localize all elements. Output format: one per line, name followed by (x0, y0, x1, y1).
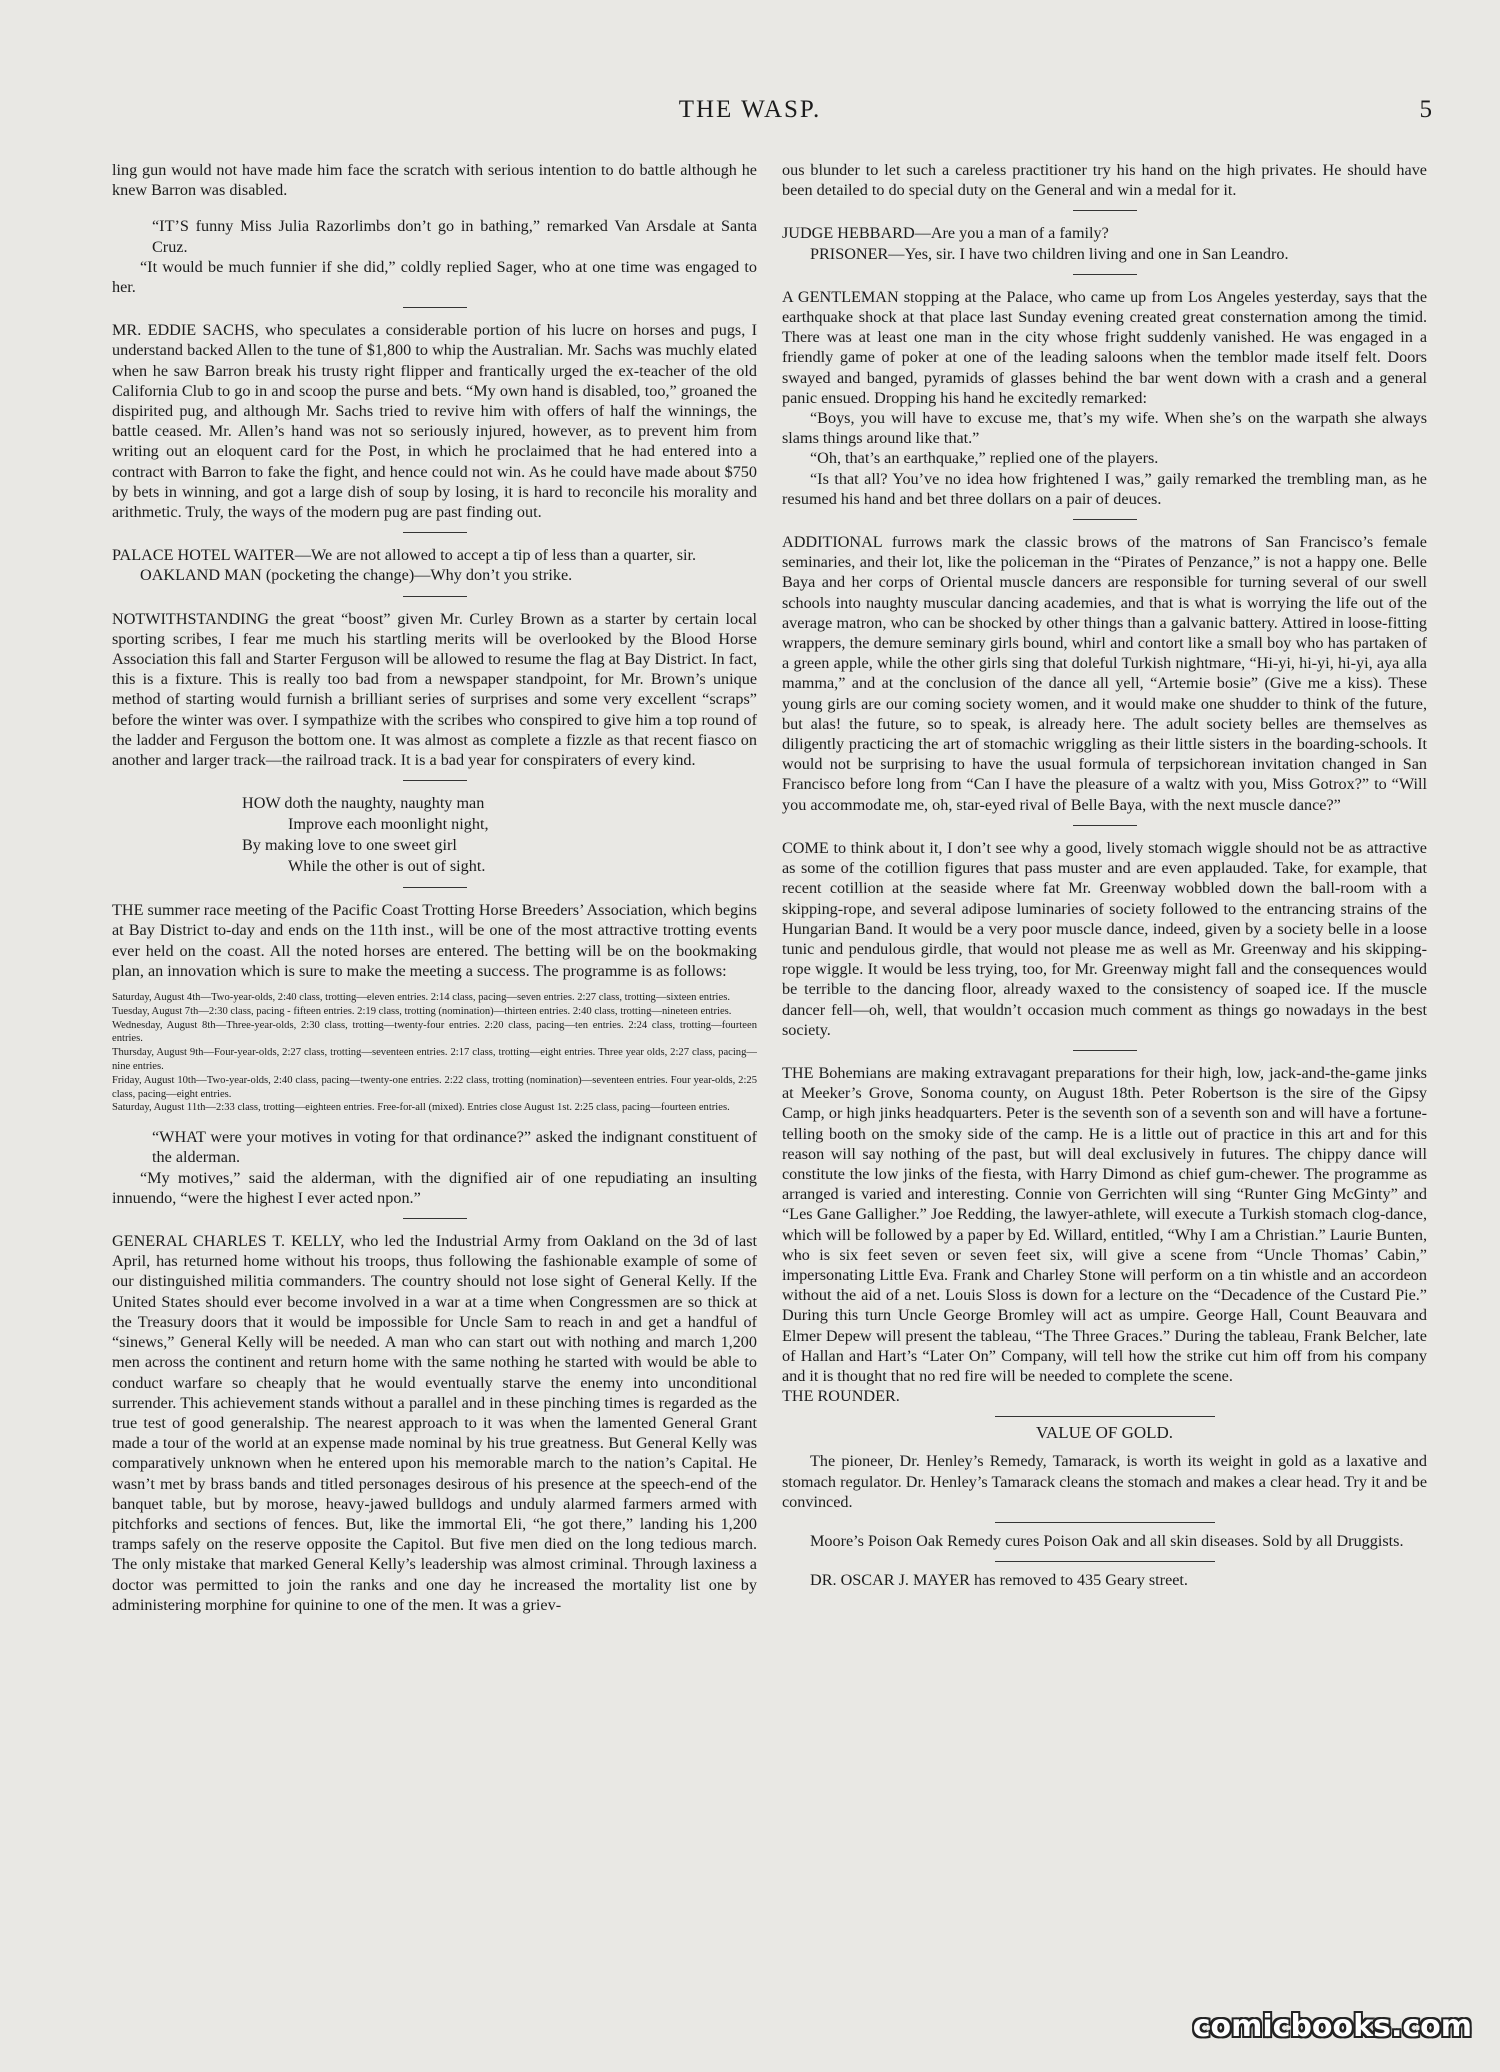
page-number: 5 (1419, 96, 1432, 123)
article-continued (112, 160, 757, 200)
article-general-kelly (112, 1231, 757, 1615)
article-race-meeting (112, 900, 757, 981)
paragraph: COME to think about it, I don’t see why a good, lively stomach wiggle should not be as attractive as some of the cotillion figures that pass muster and are even applauded. Take, for example, that recent cotillion at the seaside where fat Mr. Greenway wobbled down the ball-room with a skipping-rope, and several adipose luminaries of society followed to the entrancing strains of the Hungarian Band. It would be a very poor muscle dance, indeed, given by a society belle in a loose tunic and pendulous girdle, that would not please me as well as Mr. Greenway and his skipping-rope wiggle. It would be less trying, too, for Mr. Greenway might fall and the consequences would be terrible to the dancing floor, already waxed to the consistency of soaped ice. If the muscle dancer fell—oh, well, that wouldn’t occasion much comment as things go nowadays in the best society. (782, 838, 1427, 1039)
divider (403, 780, 467, 781)
paragraph: “IT’S funny Miss Julia Razorlimbs don’t go in bathing,” remarked Van Arsdale at Santa Cruz. (152, 217, 757, 256)
advertisement (782, 1570, 1427, 1590)
poem-line: By making love to one sweet girl (242, 836, 457, 855)
paragraph: ADDITIONAL furrows mark the classic brows of the matrons of San Francisco’s female seminaries, and their lot, like the policeman in the “Pirates of Penzance,” is not a happy one. Belle Baya and her corps of Oriental muscle dancers are responsible for turning several of our swell schools into naughty muscular dancing academies, and that is what is worrying the life out of the average matron, who can be shocked by other things than a galvanic battery. Attired in loose-fitting wrappers, the demure seminary girls bound, whirl and contort like a small boy who has partaken of a green apple, while the other girls sing that doleful Turkish nightmare, “Hi-yi, hi-yi, hi-yi, aya alla mamma,” and at the conclusion of the dance all yell, “Artemie bosie” (Give me a kiss). These young girls are our coming society women, and it would make one shudder to think of the future, but alas! the future, so to speak, is already here. The adult society belles are themselves as diligently practicing the art of stomachic wriggling as their little sisters in the boarding-schools. It would not be surprising to have the usual formula of terpsichorean invitation changed in San Francisco before long from “Can I have the pleasure of a waltz with you, Miss Gotrox?” to “Will you accommodate me, oh, star-eyed rival of Belle Baya, with the next muscle dance?” (782, 533, 1427, 814)
schedule-line: Saturday, August 4th—Two-year-olds, 2:40 class, trotting—eleven entries. 2:14 class, pacing—seven entries. 2:27 class, trotting—sixteen entries. (112, 992, 730, 1004)
paragraph: ling gun would not have made him face the scratch with serious intention to do battle although he knew Barron was disabled. (112, 161, 757, 200)
paragraph: ous blunder to let such a careless practitioner try his hand on the high privates. He should have been detailed to do special duty on the General and win a medal for it. (782, 161, 1427, 200)
divider (995, 1522, 1215, 1523)
signature: THE ROUNDER. (782, 1387, 900, 1406)
paragraph: “WHAT were your motives in voting for that ordinance?” asked the indignant constituent of the alderman. (152, 1128, 757, 1167)
article-judge (782, 223, 1427, 263)
article-seminaries (782, 532, 1427, 815)
paragraph: “Boys, you will have to excuse me, that’s my wife. When she’s on the warpath she always slams things around like that.” (782, 409, 1427, 448)
divider (1073, 210, 1137, 211)
paragraph: MR. EDDIE SACHS, who speculates a considerable portion of his lucre on horses and pugs, I understand backed Allen to the tune of $1,800 to whip the Australian. Mr. Sachs was muchly elated when he saw Barron break his trusty right flipper and frantically urged the ex-teacher of the old California Club to go in and scoop the purse and bets. “My own hand is disabled, too,” groaned the dispirited pug, and although Mr. Sachs tried to revive him with offers of half the winnings, the battle ceased. Mr. Allen’s hand was not so seriously injured, however, as to prevent him from writing out an eloquent card for the Post, in which he proclaimed that he had entered into a contract with Barron to fake the fight, and hence could not win. As he could have made about $750 by bets in winning, and got a large dish of soup by losing, it is hard to reconcile his morality and arithmetic. Truly, the ways of the modern pug are past finding out. (112, 321, 757, 522)
schedule-line: Thursday, August 9th—Four-year-olds, 2:27 class, trotting—seventeen entries. 2:17 class, trotting—eight entries. Three year olds, 2:27 class, pacing—nine entries. (112, 1047, 757, 1073)
divider (403, 887, 467, 888)
divider (1073, 1050, 1137, 1051)
poem-line: Improve each moonlight night, (288, 815, 489, 834)
paragraph: The pioneer, Dr. Henley’s Remedy, Tamarack, is worth its weight in gold as a laxative and stomach regulator. Dr. Henley’s Tamarack cleans the stomach and makes a clear head. Try it and be convinced. (782, 1452, 1427, 1511)
divider (403, 596, 467, 597)
poem (112, 793, 757, 877)
article-bathing (112, 216, 757, 297)
divider (403, 1218, 467, 1219)
ad-heading: VALUE OF GOLD. (1035, 1423, 1174, 1443)
poem-line: HOW doth the naughty, naughty man (242, 794, 485, 813)
article-cotillion (782, 838, 1427, 1040)
paragraph: DR. OSCAR J. MAYER has removed to 435 Geary street. (810, 1571, 1188, 1590)
right-column (782, 160, 1427, 2040)
paragraph: “Is that all? You’ve no idea how frightened I was,” gaily remarked the trembling man, as he resumed his hand and bet three dollars on a pair of deuces. (782, 469, 1427, 508)
paragraph: PRISONER—Yes, sir. I have two children living and one in San Leandro. (810, 244, 1289, 263)
publication-title: THE WASP. (678, 96, 822, 123)
paragraph: “It would be much funnier if she did,” coldly replied Sager, who at one time was engaged to her. (112, 257, 757, 297)
paragraph: GENERAL CHARLES T. KELLY, who led the Industrial Army from Oakland on the 3d of last April, has returned home without his troops, thus following the fashionable example of some of our distinguished militia commanders. The country should not lose sight of General Kelly. If the United States should ever become involved in a war at a time when Congressmen are so thick at the Treasury doors that it would be impossible for Uncle Sam to reach in and get a handful of “sinews,” General Kelly will be needed. A man who can start out with nothing and march 1,200 men across the continent and return home with the same nothing he started with would be able to conduct warfare so cheaply that he would eventually starve the enemy into unconditional surrender. This achievement stands without a parallel and in these pinching times is regarded as the true test of good generalship. The nearest approach to it was when the lamented General Grant made a tour of the world at an expense made nominal by his true greatness. But General Kelly was comparatively unknown when he entered upon his memorable march to the nation’s Capital. He wasn’t met by brass bands and titled personages desirous of his presence at the speech-end of the banquet table, but by morose, heavy-jawed bulldogs and unduly alarmed farmers armed with pitchforks and sections of fences. But, like the immortal Eli, “he got there,” landing his 1,200 tramps safely on the reserve opposite the Capitol. But five men died on the long tedious march. The only mistake that marked General Kelly’s leadership was almost criminal. Through laxiness a doctor was permitted to join the ranks and one day he increased the mortality list one by administering morphine for quinine to one of the men. It was a griev- (112, 1232, 757, 1614)
schedule-line: Wednesday, August 8th—Three-year-olds, 2:30 class, trotting—twenty-four entries. 2:20 class, pacing—ten entries. 2:24 class, trotting—fourteen entries. (112, 1019, 757, 1045)
race-schedule (112, 991, 757, 1115)
paragraph: Moore’s Poison Oak Remedy cures Poison Oak and all skin diseases. Sold by all Druggists. (810, 1531, 1404, 1550)
paragraph: NOTWITHSTANDING the great “boost” given Mr. Curley Brown as a starter by certain local sporting scribes, I fear me much his startling merits will be overlooked by the Blood Horse Association this fall and Starter Ferguson will be allowed to resume the flag at Bay District. In fact, this is a fixture. This is really too bad from a newspaper standpoint, for Mr. Brown’s unique method of starting would furnish a brilliant series of surprises and some very excellent “scraps” before the winter was over. I sympathize with the scribes who conspired to give him a top round of the ladder and Ferguson the bottom one. It was almost as complete a fizzle as that recent fiasco on another and larger track—the railroad track. It is a bad year for conspiraters of every kind. (112, 609, 757, 770)
article-alderman (112, 1127, 757, 1208)
article-continued (782, 160, 1427, 200)
divider (995, 1561, 1215, 1562)
article-bohemians (782, 1063, 1427, 1406)
paragraph: JUDGE HEBBARD—Are you a man of a family? (782, 224, 1109, 243)
paragraph: PALACE HOTEL WAITER—We are not allowed to accept a tip of less than a quarter, sir. (112, 546, 697, 565)
divider (995, 1416, 1215, 1417)
left-column (112, 160, 757, 2040)
paragraph: THE summer race meeting of the Pacific Coast Trotting Horse Breeders’ Association, which begins at Bay District to-day and ends on the 11th inst., will be one of the most attractive trotting events ever held on the coast. All the noted horses are entered. The betting will be on the bookmaking plan, an innovation which is sure to make the meeting a success. The programme is as follows: (112, 901, 757, 980)
poem-line: While the other is out of sight. (288, 857, 486, 876)
paragraph: OAKLAND MAN (pocketing the change)—Why don’t you strike. (140, 566, 573, 585)
paragraph: “Oh, that’s an earthquake,” replied one of the players. (810, 449, 1159, 468)
advertisement (782, 1531, 1427, 1551)
article-curley-brown (112, 609, 757, 771)
paragraph: THE Bohemians are making extravagant preparations for their high, low, jack-and-the-game jinks at Meeker’s Grove, Sonoma county, on August 18th. Peter Robertson is the sire of the Gipsy Camp, or high jinks headquarters. Peter is the seventh son of a seventh son and will have a fortune-telling booth on the smoky side of the camp. He is a little out of practice in this art and for this reason will say nothing of the past, but will deal exclusively in futures. The chippy dance will constitute the low jinks of the fiesta, with Harry Dimond as chief gum-chewer. The programme as arranged is varied and interesting. Connie von Gerrichten will sing “Runter Ging McGinty” and “Les Gane Galligher.” Joe Redding, the lawyer-athlete, will execute a Turkish stomach clog-dance, which will be followed by a paper by Ed. Willard, entitled, “Why I am a Christian.” Laurie Bunten, who is six feet seven or seven feet six, will give a scene from “Uncle Thomas’ Cabin,” impersonating Little Eva. Frank and Charley Stone will perform on a tin whistle and an accordeon without the aid of a net. Louis Sloss is down for a lecture on the “Decadence of the Custard Pie.” During this turn Uncle George Bromley will act as umpire. George Hall, Count Beauvara and Elmer Depew will present the tableau, “The Three Graces.” During the tableau, Frank Belcher, late of Hallan and Hart’s “Later On” Company, will tell how the strike cut him off from his company and it is thought that no red fire will be needed to complete the scene. (782, 1063, 1427, 1385)
paragraph: A GENTLEMAN stopping at the Palace, who came up from Los Angeles yesterday, says that the earthquake shock at that place last Sunday evening created great consternation among the timid. There was at least one man in the city whose fright suddenly vanished. He was engaged in a friendly game of poker at one of the leading saloons when the temblor made itself felt. Doors swayed and banged, pyramids of glasses behind the bar went down with a crash and a general panic ensued. Dropping his hand he excitedly remarked: (782, 287, 1427, 407)
paragraph: “My motives,” said the alderman, with the dignified air of one repudiating an insulting innuendo, “were the highest I ever acted npon.” (112, 1168, 757, 1207)
schedule-line: Friday, August 10th—Two-year-olds, 2:40 class, pacing—twenty-one entries. 2:22 class, trotting (nomination)—seventeen entries. Four year-olds, 2:25 class, pacing—eight entries. (112, 1074, 757, 1100)
divider (403, 307, 467, 308)
divider (1073, 519, 1137, 520)
advertisement (782, 1451, 1427, 1512)
schedule-line: Saturday, August 11th—2:33 class, trotting—eighteen entries. Free-for-all (mixed). Entries close August 1st. 2:25 class, pacing—fourteen entries. (112, 1102, 730, 1114)
watermark: comicbooks.com (1192, 2009, 1472, 2044)
masthead (0, 92, 1500, 132)
divider (403, 532, 467, 533)
schedule-line: Tuesday, August 7th—2:30 class, pacing - fifteen entries. 2:19 class, trotting (nomination)—thirteen entries. 2:40 class, trotting—nineteen entries. (112, 1005, 732, 1017)
divider (1073, 274, 1137, 275)
divider (1073, 825, 1137, 826)
article-sachs (112, 320, 757, 522)
article-earthquake (782, 287, 1427, 509)
article-waiter (112, 545, 757, 585)
